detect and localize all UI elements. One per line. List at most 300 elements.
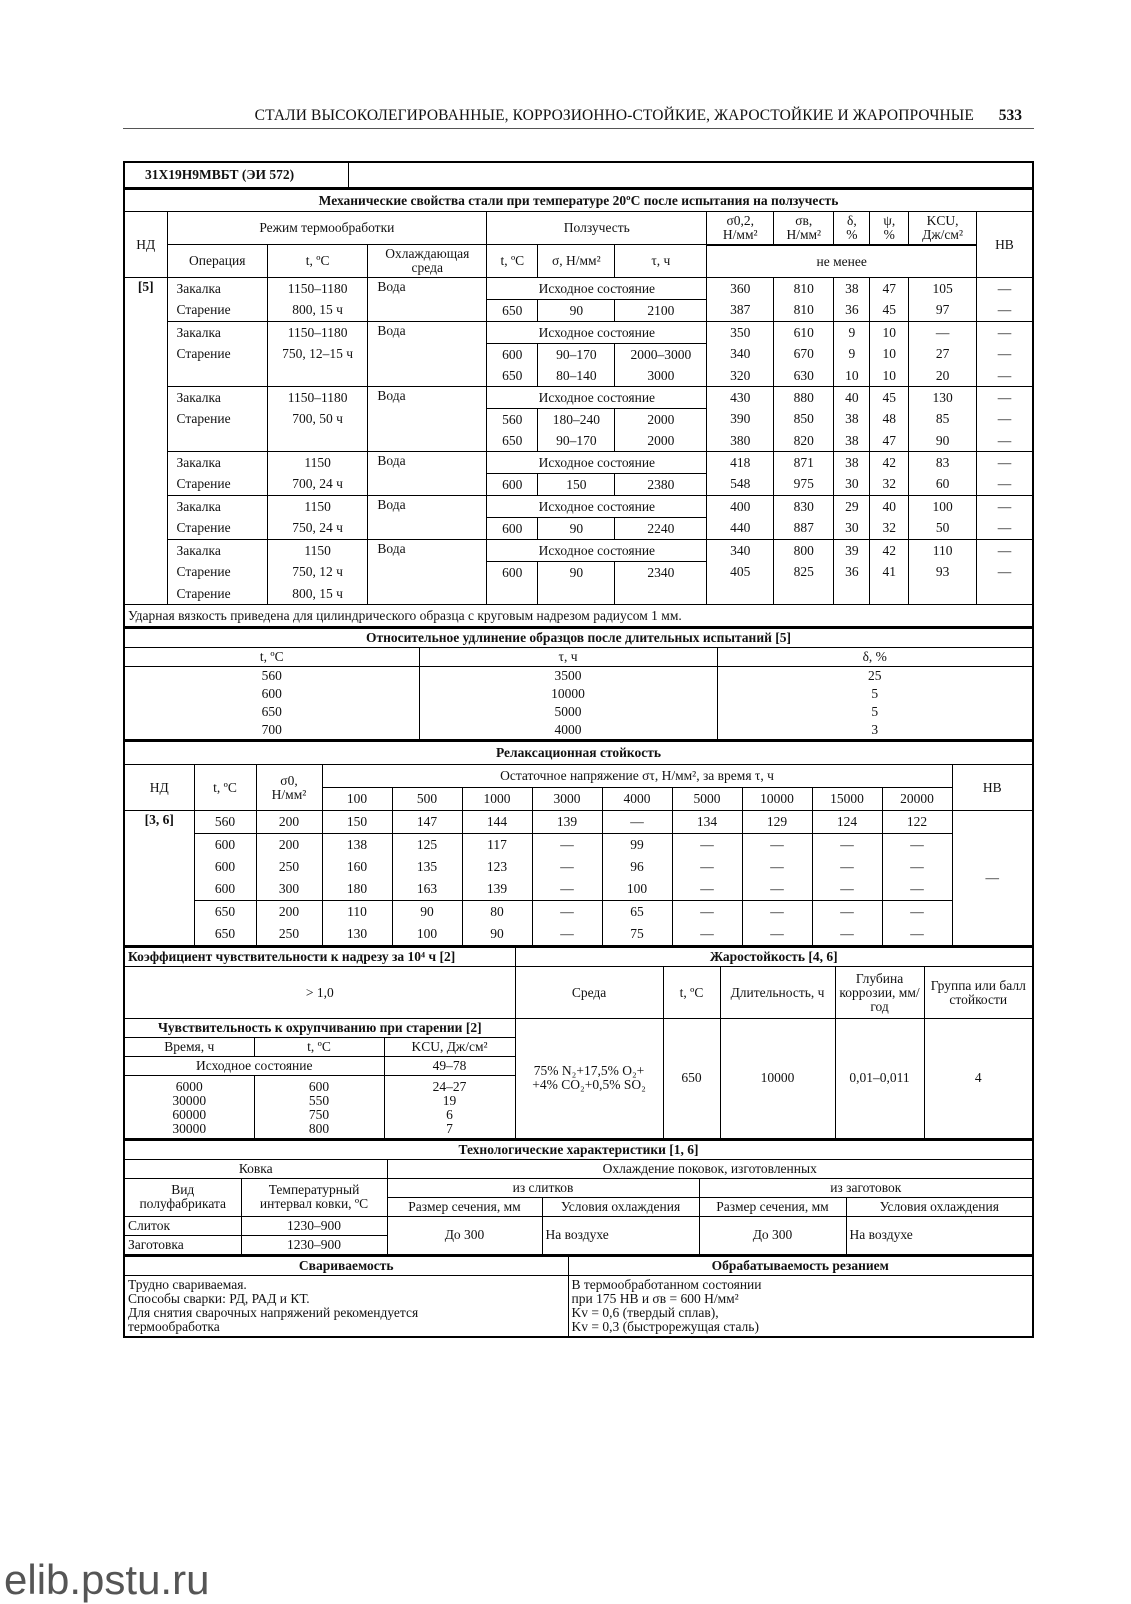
value-cell: 38 [834,430,870,452]
value-cell: 850 [774,409,834,431]
relax-cell: 122 [882,811,952,834]
elong-col-delta: δ, % [717,648,1033,667]
value-cell [707,583,774,605]
tech-col-size2: Размер сечения, мм [699,1197,846,1216]
t-creep-cell: 600 [487,518,538,540]
running-header [123,104,1034,129]
col-kcu: KCU, Дж/см² [909,212,977,245]
initial-state-cell: Исходное состояние [487,278,707,300]
col-hb: НВ [976,212,1033,278]
embr-cell: 6000 [124,1080,254,1094]
value-cell [870,583,909,605]
tau-cell: 2100 [615,300,707,322]
op-cell: Закалка [167,452,267,474]
value-cell: 825 [774,562,834,584]
relax-cell: 65 [602,901,672,924]
value-cell: 9 [834,322,870,344]
embr-cell: 60000 [124,1108,254,1122]
relax-cell: — [532,901,602,924]
relax-cell: 600 [194,834,256,857]
relax-time-head: 3000 [532,788,602,811]
relax-cell: 90 [392,901,462,924]
tech-forge: Ковка [124,1159,387,1178]
relax-cell: 123 [462,856,532,878]
relax-cell: — [532,878,602,901]
not-less-label: не менее [707,246,976,278]
value-cell: 27 [909,344,977,366]
mech-title: Механические свойства стали при температуре 20ºС после испытания на ползучесть [124,190,1033,212]
heat-col-t: t, ºС [663,967,720,1019]
t-creep-cell: 650 [487,300,538,322]
cool-cell: Вода [368,496,487,540]
nd-ref: [5] [124,278,167,605]
relax-cell: 160 [322,856,392,878]
elong-rows [124,667,1033,741]
embr-col-t: t, ºС [254,1038,384,1057]
value-cell: 40 [870,496,909,518]
relax-cell: — [672,856,742,878]
relax-cell: — [532,856,602,878]
value-cell: 10 [834,365,870,387]
value-cell: — [909,322,977,344]
value-cell: 430 [707,387,774,409]
elong-delta: 5 [871,704,879,719]
value-cell [909,583,977,605]
col-sig: σ, Н/мм² [538,245,615,278]
relax-cell: 144 [462,811,532,834]
relax-cell: 75 [602,923,672,946]
value-cell: 10 [870,344,909,366]
value-cell: — [976,430,1033,452]
heat-col-group: Группа или балл стойкости [924,967,1033,1019]
relax-cell: — [812,901,882,924]
embr-initial: Исходное состояние [124,1057,384,1076]
value-cell: 42 [870,452,909,474]
heat-col-env: Среда [515,967,663,1019]
embr-title: Чувствительность к охрупчиванию при старении [2] [124,1019,515,1038]
relax-nd: [3, 6] [124,811,194,947]
relax-cell: 129 [742,811,812,834]
relax-cell: — [672,834,742,857]
relax-cell: — [882,856,952,878]
relax-cell: 134 [672,811,742,834]
weld-title: Свариваемость [124,1256,568,1275]
col-mode: Режим термообработки [167,212,487,245]
sig-cell: 150 [538,474,615,496]
embr-cell: 19 [384,1094,515,1108]
elong-tau: 3500 [419,667,717,686]
tau-cell: 3000 [615,365,707,387]
relax-cell: 130 [322,923,392,946]
t-creep-cell: 600 [487,474,538,496]
t-heat-cell: 1150 [267,540,367,562]
value-cell: 47 [870,278,909,300]
relax-cell: — [882,901,952,924]
relax-title: Релаксационная стойкость [124,742,1033,765]
tech-title: Технологические характеристики [1, 6] [124,1140,1033,1159]
value-cell: 45 [870,387,909,409]
running-title: СТАЛИ ВЫСОКОЛЕГИРОВАННЫЕ, КОРРОЗИОННО-СТОЙКИЕ, ЖАРОСТОЙКИЕ И ЖАРОПРОЧНЫЕ [254,107,974,124]
t-creep-cell: 600 [487,562,538,584]
relax-time-head: 20000 [882,788,952,811]
relax-cell: 100 [392,923,462,946]
mech-row [124,562,1033,584]
col-sigb: σв, Н/мм² [774,212,834,245]
elong-row [124,721,1033,740]
tech-cool: Охлаждение поковок, изготовленных [387,1159,1033,1178]
value-cell: 85 [909,409,977,431]
relax-cell: 650 [194,901,256,924]
t-creep-cell: 560 [487,409,538,431]
op-cell [167,365,267,387]
tech-col-size1: Размер сечения, мм [387,1197,542,1216]
notch-title: Коэффициент чувствительности к надрезу за 10⁴ ч [2] [124,948,515,967]
mech-row [124,452,1033,474]
initial-state-cell: Исходное состояние [487,452,707,474]
value-cell: 418 [707,452,774,474]
value-cell: 42 [870,540,909,562]
initial-state-cell: Исходное состояние [487,540,707,562]
value-cell: 10 [870,365,909,387]
heat-dur: 10000 [720,1019,835,1139]
t-heat-cell: 750, 24 ч [267,518,367,540]
value-cell: 975 [774,474,834,496]
relax-time-head: 100 [322,788,392,811]
relax-cell: 600 [194,856,256,878]
initial-state-cell: Исходное состояние [487,387,707,409]
value-cell: 100 [909,496,977,518]
technology-table [123,1140,1034,1256]
relax-cell: — [812,923,882,946]
value-cell: — [976,496,1033,518]
cool-cell: Вода [368,278,487,322]
relax-row [124,834,1033,857]
relax-cell: 138 [322,834,392,857]
value-cell: — [976,562,1033,584]
embr-cell: 7 [384,1122,515,1139]
elong-row [124,667,1033,686]
value-cell: 83 [909,452,977,474]
relax-cell: 139 [532,811,602,834]
op-cell: Закалка [167,540,267,562]
grade-name: 31Х19Н9МВБТ (ЭИ 572) [124,162,349,188]
steel-datasheet [123,161,1034,1338]
cool-cell: Вода [368,322,487,387]
col-op: Операция [167,245,267,278]
relax-row [124,878,1033,901]
value-cell: 48 [870,409,909,431]
col-creep: Ползучесть [487,212,707,245]
value-cell: — [976,322,1033,344]
op-cell: Закалка [167,278,267,300]
relax-col-nd: НД [124,765,194,811]
op-cell: Старение [167,583,267,605]
value-cell: 380 [707,430,774,452]
relax-cell: 650 [194,923,256,946]
relax-cell: — [672,901,742,924]
embr-cell: 800 [254,1122,384,1139]
sig-cell: 80–140 [538,365,615,387]
elong-title: Относительное удлинение образцов после длительных испытаний [5] [124,629,1033,648]
page-number: 533 [998,107,1022,124]
relax-cell: 125 [392,834,462,857]
elong-col-t: t, ºС [124,648,419,667]
initial-state-cell: Исходное состояние [487,322,707,344]
value-cell: 30 [834,518,870,540]
t-heat-cell: 750, 12–15 ч [267,344,367,366]
value-cell: 29 [834,496,870,518]
notch-heat-table [123,947,1034,1140]
weld-machining-table [123,1256,1034,1338]
mech-row [124,496,1033,518]
elong-col-tau: τ, ч [419,648,717,667]
elong-delta: 25 [868,668,882,683]
elong-t: 650 [124,703,419,721]
relax-cell: — [812,856,882,878]
embr-col-kcu: KCU, Дж/см² [384,1038,515,1057]
relax-cell: 300 [256,878,322,901]
value-cell: 548 [707,474,774,496]
value-cell: 800 [774,540,834,562]
mech-row [124,387,1033,409]
col-delta: δ, % [834,212,870,245]
t-heat-cell: 700, 24 ч [267,474,367,496]
mech-row [124,322,1033,344]
relax-cell: — [812,834,882,857]
value-cell: 32 [870,474,909,496]
mech-row [124,409,1033,431]
value-cell: 610 [774,322,834,344]
value-cell [834,583,870,605]
relax-cell: — [882,834,952,857]
elong-delta: 3 [871,722,879,737]
t-heat-cell: 800, 15 ч [267,300,367,322]
heat-col-depth: Глубина коррозии, мм/год [835,967,924,1019]
t-heat-cell [267,365,367,387]
t-heat-cell: 1150 [267,496,367,518]
sig-cell: 180–240 [538,409,615,431]
tech-kind-0: Слиток [124,1216,241,1235]
relax-cell: — [742,834,812,857]
elong-delta: 5 [871,686,879,701]
value-cell: — [976,409,1033,431]
relax-cell: 200 [256,834,322,857]
op-cell: Закалка [167,322,267,344]
relax-time-head: 500 [392,788,462,811]
value-cell: 110 [909,540,977,562]
mach-title: Обрабатываемость резанием [568,1256,1033,1275]
mech-row [124,430,1033,452]
value-cell: 130 [909,387,977,409]
value-cell: 340 [707,540,774,562]
t-heat-cell: 750, 12 ч [267,562,367,584]
notch-value: > 1,0 [124,967,515,1019]
relax-time-head: 5000 [672,788,742,811]
t-creep-cell [487,583,538,605]
heat-group: 4 [924,1019,1033,1139]
value-cell: 97 [909,300,977,322]
value-cell: 9 [834,344,870,366]
op-cell: Старение [167,300,267,322]
op-cell: Закалка [167,496,267,518]
sig-cell: 90–170 [538,344,615,366]
value-cell: 36 [834,300,870,322]
cool-cell: Вода [368,540,487,605]
col-nd: НД [124,212,167,278]
col-sig02: σ0,2, Н/мм² [707,212,774,245]
tau-cell: 2240 [615,518,707,540]
initial-state-cell: Исходное состояние [487,496,707,518]
mech-rows [124,278,1033,605]
relax-row [124,901,1033,924]
sig-cell [538,583,615,605]
t-creep-cell: 650 [487,365,538,387]
relax-time-head: 4000 [602,788,672,811]
op-cell [167,430,267,452]
tau-cell: 2340 [615,562,707,584]
relax-cell: 80 [462,901,532,924]
relax-col-t: t, ºС [194,765,256,811]
t-heat-cell: 800, 15 ч [267,583,367,605]
relax-cell: — [742,856,812,878]
tech-range-1: 1230–900 [241,1235,387,1255]
value-cell: 405 [707,562,774,584]
relax-cell: — [672,923,742,946]
sig-cell: 90 [538,300,615,322]
relax-cell: 135 [392,856,462,878]
value-cell: — [976,452,1033,474]
op-cell: Старение [167,344,267,366]
sig-cell: 90–170 [538,430,615,452]
value-cell: 50 [909,518,977,540]
tau-cell: 2000 [615,409,707,431]
relax-cell: — [812,878,882,901]
t-heat-cell [267,430,367,452]
value-cell: 871 [774,452,834,474]
value-cell: — [976,540,1033,562]
mech-row [124,278,1033,300]
tech-col-range: Температурный интервал ковки, ºС [241,1178,387,1216]
heat-depth: 0,01–0,011 [835,1019,924,1139]
tech-col-kind: Вид полуфабриката [124,1178,241,1216]
t-creep-cell: 650 [487,430,538,452]
relax-cell: 600 [194,878,256,901]
elong-tau: 4000 [419,721,717,740]
value-cell [976,583,1033,605]
value-cell: 38 [834,409,870,431]
value-cell: 820 [774,430,834,452]
relax-cell: 200 [256,901,322,924]
relax-row [124,856,1033,878]
tech-cond2: На воздухе [846,1216,1033,1255]
relax-cell: 250 [256,856,322,878]
value-cell: 387 [707,300,774,322]
value-cell: 810 [774,278,834,300]
value-cell: — [976,474,1033,496]
watermark-text: elib.pstu.ru [4,1556,210,1603]
tau-cell: 2000–3000 [615,344,707,366]
relax-col-resid: Остаточное напряжение στ, Н/мм², за время τ, ч [322,765,952,788]
value-cell: 38 [834,278,870,300]
elong-row [124,703,1033,721]
embr-cell: 750 [254,1108,384,1122]
value-cell: 320 [707,365,774,387]
value-cell: 45 [870,300,909,322]
relax-cell: 117 [462,834,532,857]
relax-cell: 99 [602,834,672,857]
value-cell: 60 [909,474,977,496]
relaxation-table [123,741,1034,947]
relax-hb: — [952,811,1033,947]
relax-cell: 560 [194,811,256,834]
relax-time-head: 15000 [812,788,882,811]
value-cell: 30 [834,474,870,496]
value-cell: 40 [834,387,870,409]
tech-cond1: На воздухе [542,1216,699,1255]
value-cell: 350 [707,322,774,344]
value-cell: 360 [707,278,774,300]
mech-row [124,344,1033,366]
relax-cell: — [882,878,952,901]
t-creep-cell: 600 [487,344,538,366]
value-cell: 36 [834,562,870,584]
value-cell: 880 [774,387,834,409]
relax-cell: 200 [256,811,322,834]
value-cell: 47 [870,430,909,452]
op-cell: Старение [167,409,267,431]
value-cell: — [976,344,1033,366]
relax-cell: 163 [392,878,462,901]
sig-cell: 90 [538,562,615,584]
mech-row [124,540,1033,562]
elong-row [124,685,1033,703]
value-cell: 887 [774,518,834,540]
relax-cell: 147 [392,811,462,834]
relax-col-hb: НВ [952,765,1033,811]
tau-cell: 2380 [615,474,707,496]
value-cell: 93 [909,562,977,584]
tech-billet: из заготовок [699,1178,1033,1197]
tau-cell: 2000 [615,430,707,452]
heat-title: Жаростойкость [4, 6] [515,948,1033,967]
relax-row [124,811,1033,834]
value-cell: 670 [774,344,834,366]
elong-t: 700 [124,721,419,740]
tech-size2: До 300 [699,1216,846,1255]
value-cell: 390 [707,409,774,431]
relax-cell: 124 [812,811,882,834]
tech-ingot: из слитков [387,1178,699,1197]
value-cell: 32 [870,518,909,540]
relax-cell: 139 [462,878,532,901]
col-psi: ψ, % [870,212,909,245]
elongation-table [123,628,1034,741]
heat-env: 75% N₂+17,5% O₂+ +4% CO₂+0,5% SO₂ [515,1019,663,1139]
embr-cell: 6 [384,1108,515,1122]
value-cell: 38 [834,452,870,474]
relax-cell: — [742,923,812,946]
mech-row [124,583,1033,605]
t-heat-cell: 1150 [267,452,367,474]
relax-cell: — [602,811,672,834]
embr-col-time: Время, ч [124,1038,254,1057]
mech-row [124,300,1033,322]
tech-col-cond2: Условия охлаждения [846,1197,1033,1216]
heat-col-dur: Длительность, ч [720,967,835,1019]
grade-header [123,161,1034,189]
relax-cell: 96 [602,856,672,878]
tech-kind-1: Заготовка [124,1235,241,1255]
